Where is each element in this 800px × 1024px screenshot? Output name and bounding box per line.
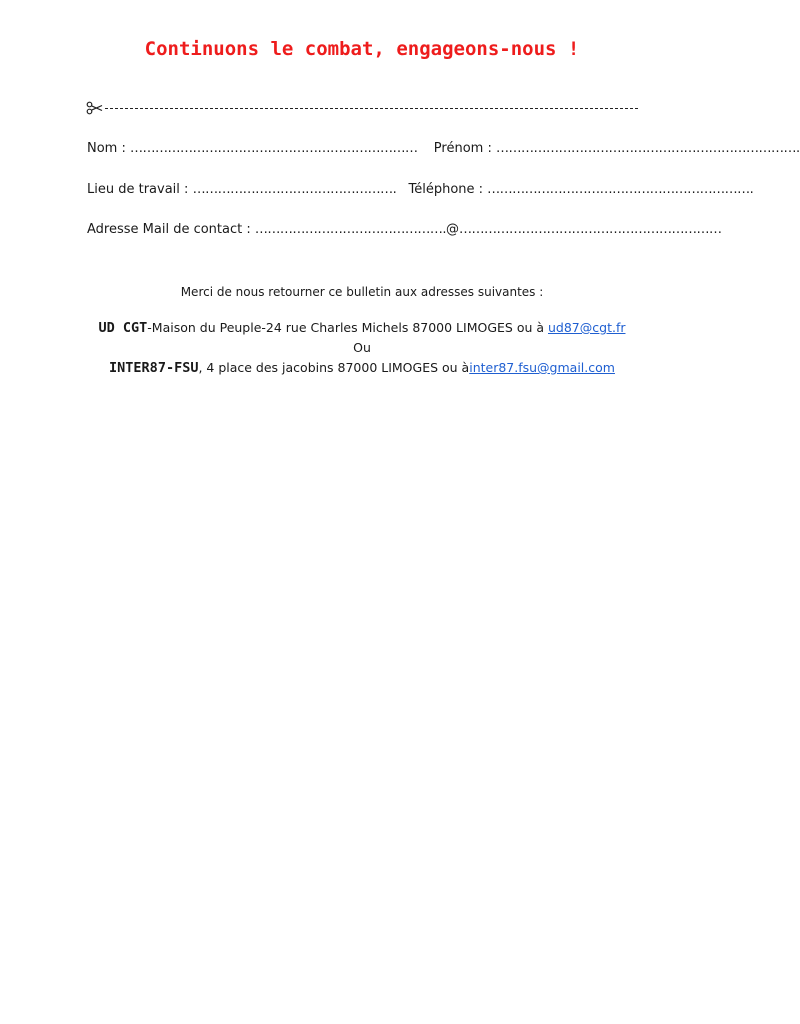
prenom-label: Prénom : [433,141,492,156]
address-inter-fsu [0,360,724,376]
lieu-label: Lieu de travail : [87,182,189,197]
mail-label: Adresse Mail de contact : [87,222,251,237]
cut-line [86,98,638,118]
dashed-cut-line [105,108,638,109]
prenom-blank: ………………………………………………………………. [495,141,800,156]
workplace-row [87,182,753,198]
email-row [87,222,722,238]
mail-at-sign: @ [446,222,460,237]
name-row [87,141,800,157]
nom-label: Nom : [87,141,126,156]
nom-blank: …………………………………………………………… [130,141,418,156]
separator-ou: Ou [353,340,371,355]
address-inter-text: , 4 place des jacobins 87000 LIMOGES ou à [198,360,470,375]
org-inter87-fsu: INTER87-FSU [109,360,199,376]
lieu-blank: …………………………………………. [192,182,397,197]
inter-email-link[interactable]: inter87.fsu@gmail.com [469,360,615,375]
org-ud-cgt: UD CGT [98,320,148,336]
telephone-blank: ………………………………………………………. [487,182,754,197]
mail-blank: ………………………………………. [254,222,447,237]
telephone-label: Téléphone : [408,182,484,197]
instruction-text: Merci de nous retourner ce bulletin aux adresses suivantes : [180,285,544,299]
mail-domain-blank: ……………………………………………………… [459,222,722,237]
address-ud-text: -Maison du Peuple-24 rue Charles Michels 87000 LIMOGES ou à [147,320,548,335]
ud-email-link[interactable]: ud87@cgt.fr [548,320,626,335]
scissors-icon [86,101,103,115]
page-title: Continuons le combat, engageons-nous ! [144,38,580,60]
address-ud-cgt [0,320,724,336]
